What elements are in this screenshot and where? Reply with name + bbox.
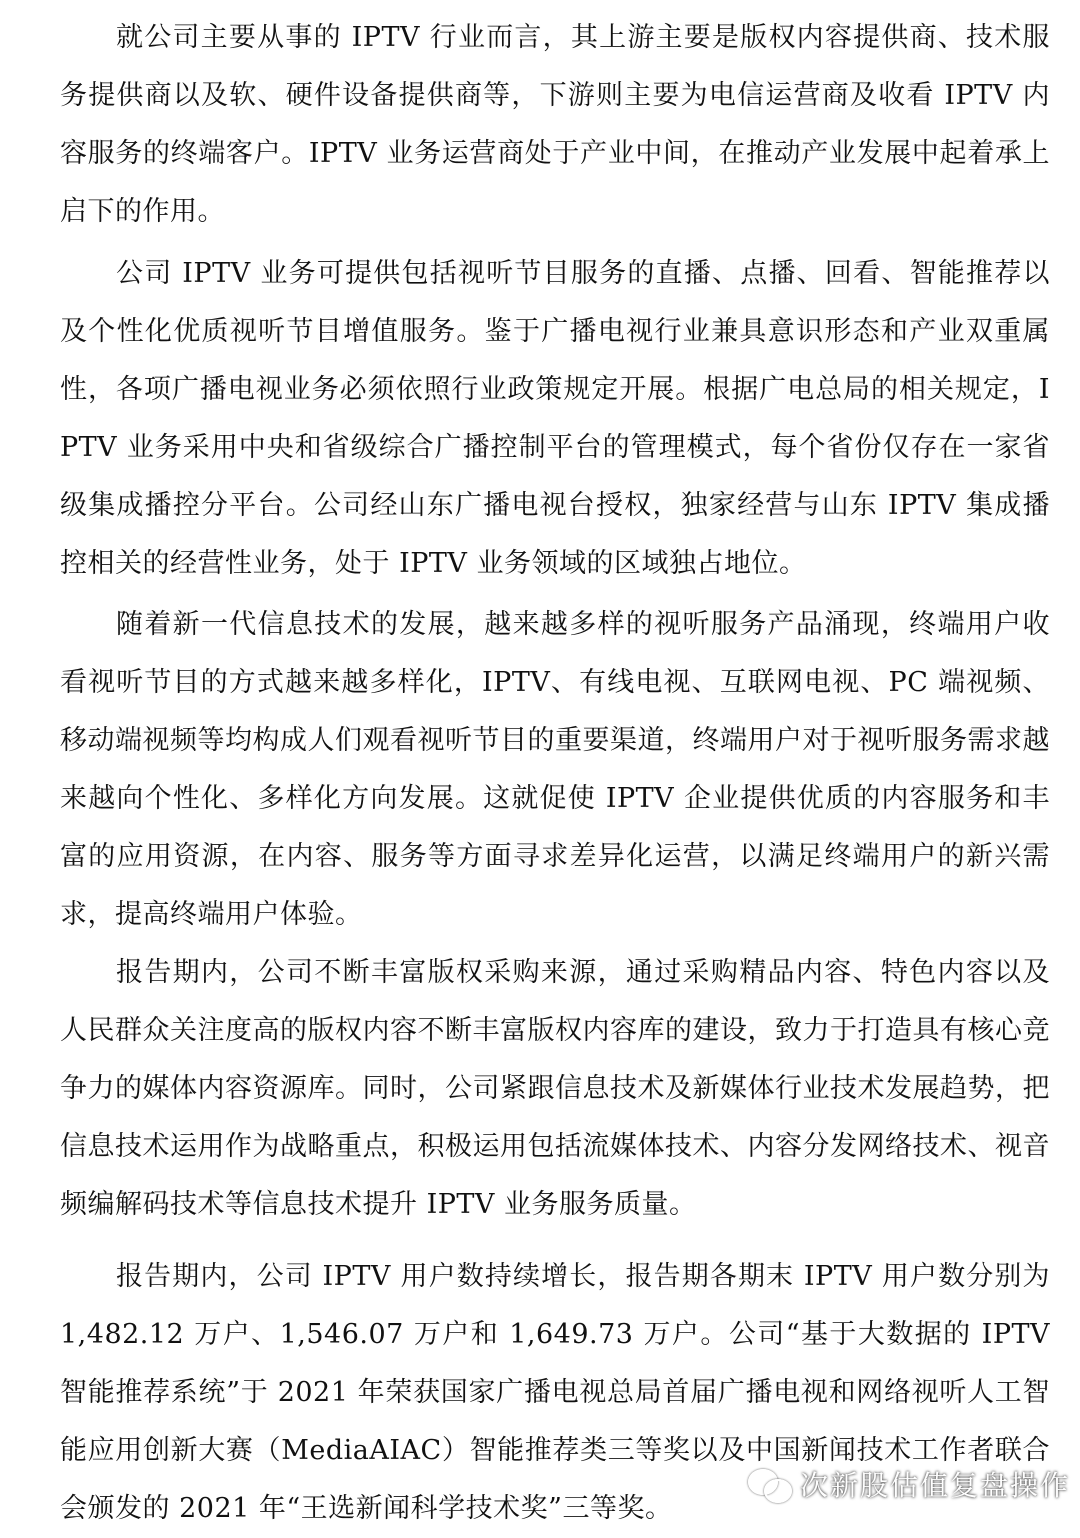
watermark xyxy=(748,1458,1070,1510)
paragraph-tech-development: 随着新一代信息技术的发展，越来越多样的视听服务产品涌现，终端用户收看视听节目的方式越来越多样化，IPTV、有线电视、互联网电视、PC 端视频、移动端视频等均构成人们观看视听节目的重要渠道，终端用户对于视听服务需求越来越向个性化、多样化方向发展。这就促使 IPTV 企业提供优质的内容服务和丰富的应用资源，在内容、服务等方面寻求差异化运营，以满足终端用户的新兴需求，提高终端用户体验。 xyxy=(60,609,1050,930)
paragraph-industry-chain: 就公司主要从事的 IPTV 行业而言，其上游主要是版权内容提供商、技术服务提供商以及软、硬件设备提供商等，下游则主要为电信运营商及收看 IPTV 内容服务的终端客户。IPTV 业务运营商处于产业中间，在推动产业发展中起着承上启下的作用。 xyxy=(60,22,1050,227)
wechat-icon xyxy=(748,1465,792,1503)
paragraph-user-growth: 报告期内，公司 IPTV 用户数持续增长，报告期各期末 IPTV 用户数分别为 1,482.12 万户、1,546.07 万户和 1,649.73 万户。公司“基于大数据的 IPTV 智能推荐系统”于 2021 年荣获国家广播电视总局首届广播电视和网络视听人工智能应用创新大赛（MediaAIAC）智能推荐类三等奖以及中国新闻技术工作者联合会颁发的 2021 年“王选新闻科学技术奖”三等奖。 xyxy=(60,1261,1050,1524)
paragraph-iptv-services: 公司 IPTV 业务可提供包括视听节目服务的直播、点播、回看、智能推荐以及个性化优质视听节目增值服务。鉴于广播电视行业兼具意识形态和产业双重属性，各项广播电视业务必须依照行业政策规定开展。根据广电总局的相关规定，IPTV 业务采用中央和省级综合广播控制平台的管理模式，每个省份仅存在一家省级集成播控分平台。公司经山东广播电视台授权，独家经营与山东 IPTV 集成播控相关的经营性业务，处于 IPTV 业务领域的区域独占地位。 xyxy=(60,258,1050,579)
watermark-text: 次新股估值复盘操作 xyxy=(800,1469,1071,1502)
paragraph-copyright-sourcing: 报告期内，公司不断丰富版权采购来源，通过采购精品内容、特色内容以及人民群众关注度高的版权内容不断丰富版权内容库的建设，致力于打造具有核心竞争力的媒体内容资源库。同时，公司紧跟信息技术及新媒体行业技术发展趋势，把信息技术运用作为战略重点，积极运用包括流媒体技术、内容分发网络技术、视音频编解码技术等信息技术提升 IPTV 业务服务质量。 xyxy=(60,957,1050,1220)
